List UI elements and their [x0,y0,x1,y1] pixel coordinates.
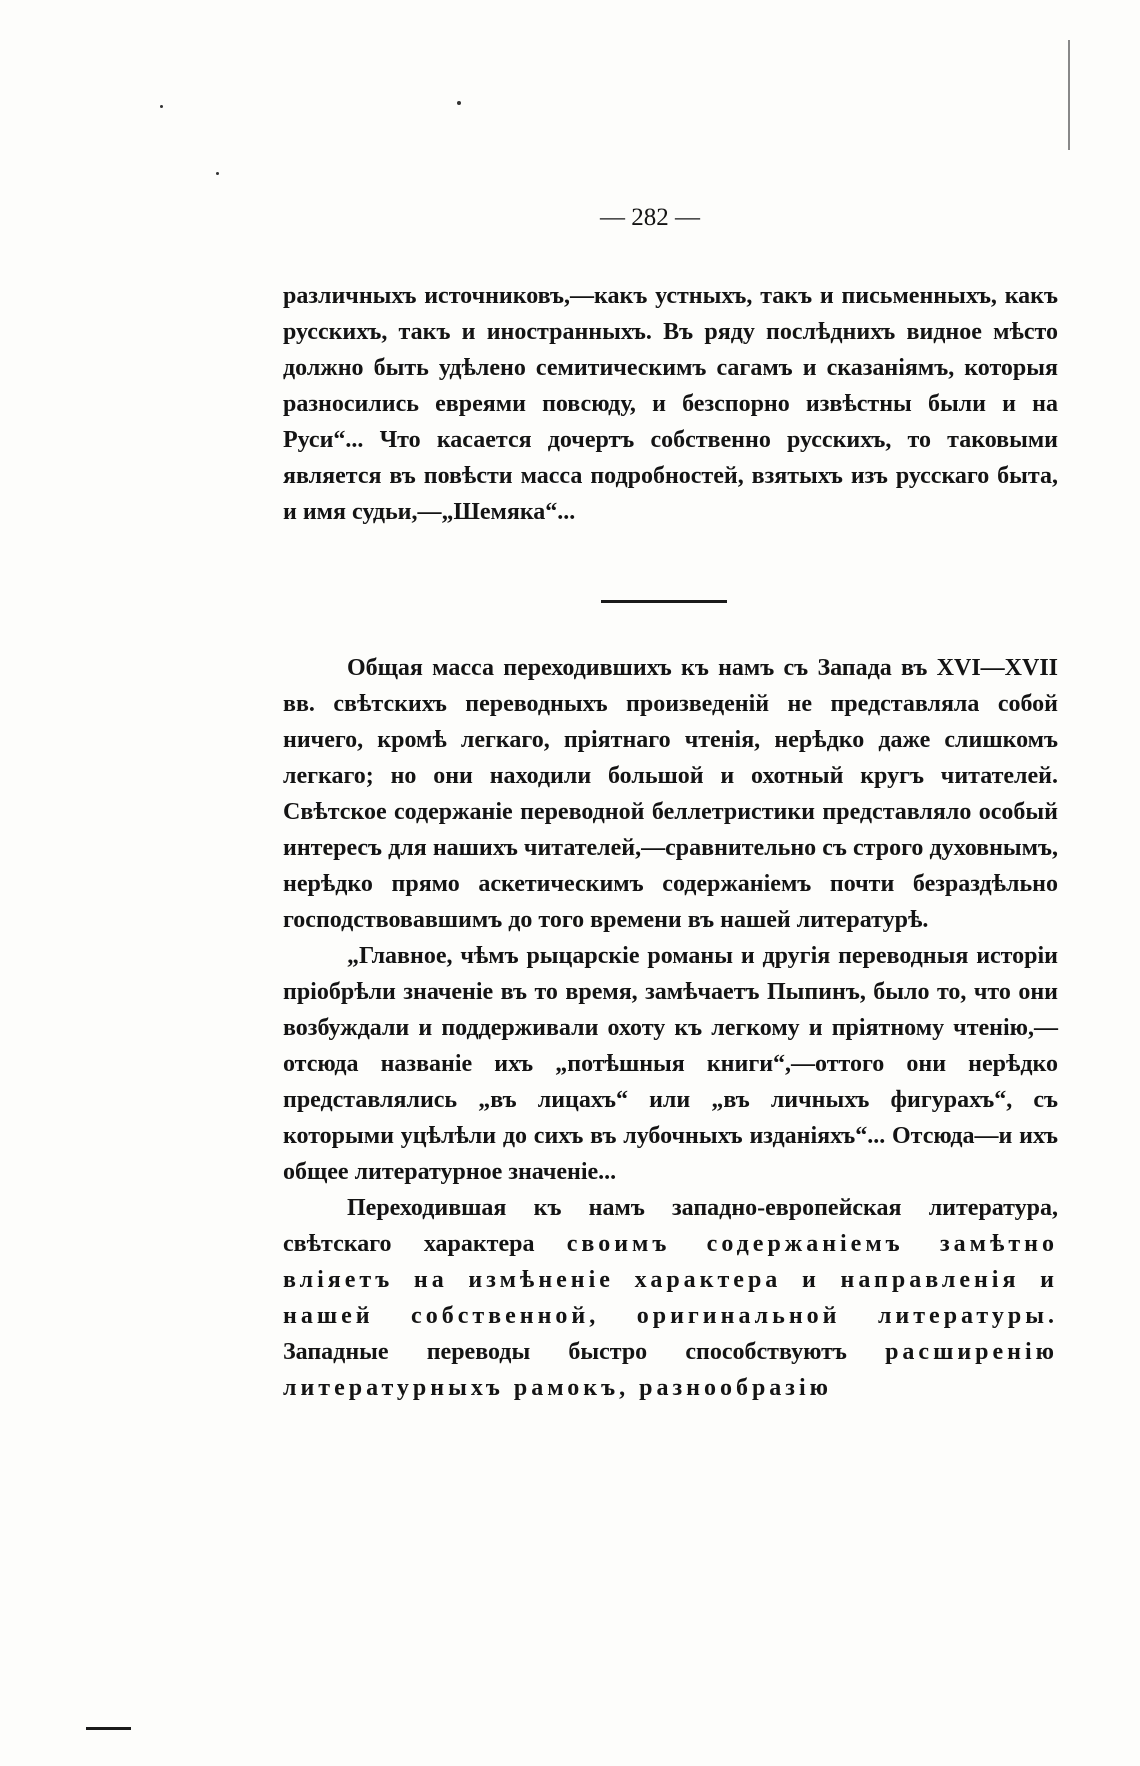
paragraph-3-mid: Западные переводы быстро способствуютъ [283,1339,886,1365]
speck [216,172,219,175]
page-number: — 282 — [600,204,700,231]
paragraph-continued: различныхъ источниковъ,—какъ устныхъ, такъ и письменныхъ, какъ русскихъ, такъ и иностранныхъ. Въ ряду послѣднихъ видное мѣсто должно быть удѣлено семитическимъ сагамъ и сказаніямъ, которыя разносились евреями повсюду, и безспорно извѣстны были и на Руси“... Что касается дочертъ собственно русскихъ, то таковыми является въ повѣсти масса подробностей, взятыхъ изъ русскаго быта, и имя судьи,—„Шемяка“... [283,283,1058,525]
paragraph-1: Общая масса переходившихъ къ намъ съ Запада въ XVI—XVII вв. свѣтскихъ переводныхъ произведенiй не представляла собой ничего, кромѣ легкаго, прiятнаго чтенiя, нерѣдко даже слишкомъ легкаго; но они находили большой и охотный кругъ читателей. Свѣтское содержанiе переводной беллетристики представляло особый интересъ для нашихъ читателей,—сравнительно съ строго духовнымъ, нерѣдко прямо аскетическимъ содержанiемъ почти безраздѣльно господствовавшимъ до того времени въ нашей литературѣ. [283,655,1058,933]
paragraph-2: „Главное, чѣмъ рыцарскiе романы и другiя переводныя исторiи прiобрѣли значенiе въ то время, замѣчаетъ Пыпинъ, было то, что они возбуждали и поддерживали охоту къ легкому и прiятному чтенiю,—отсюда названiе ихъ „потѣшныя книги“,—оттого они нерѣдко представлялись „въ лицахъ“ или „въ личныхъ фигурахъ“, съ которыми уцѣлѣли до сихъ въ лубочныхъ изданiяхъ“... Отсюда—и ихъ общее литературное значенiе... [283,943,1058,1185]
speck [160,105,163,108]
continued-text-block [283,278,1058,530]
margin-mark [86,1727,131,1730]
paragraph-3 [283,1190,1058,1406]
paragraph-3-start: Переходившая къ намъ западно-европейская литература, свѣтскаго характера [283,1195,1058,1257]
speck [457,101,461,105]
paragraph-3-spaced-1: своимъ содержанiемъ замѣтно влiяетъ на измѣненiе характера и направленiя и нашей собственной, оригинальной литературы. [283,1231,1058,1329]
section-divider [601,600,727,603]
main-text-block [283,650,1058,1406]
edge-rule [1068,40,1070,150]
paragraph-3-spaced-2: расширенiю литературныхъ рамокъ, разнообразiю [283,1339,1058,1401]
